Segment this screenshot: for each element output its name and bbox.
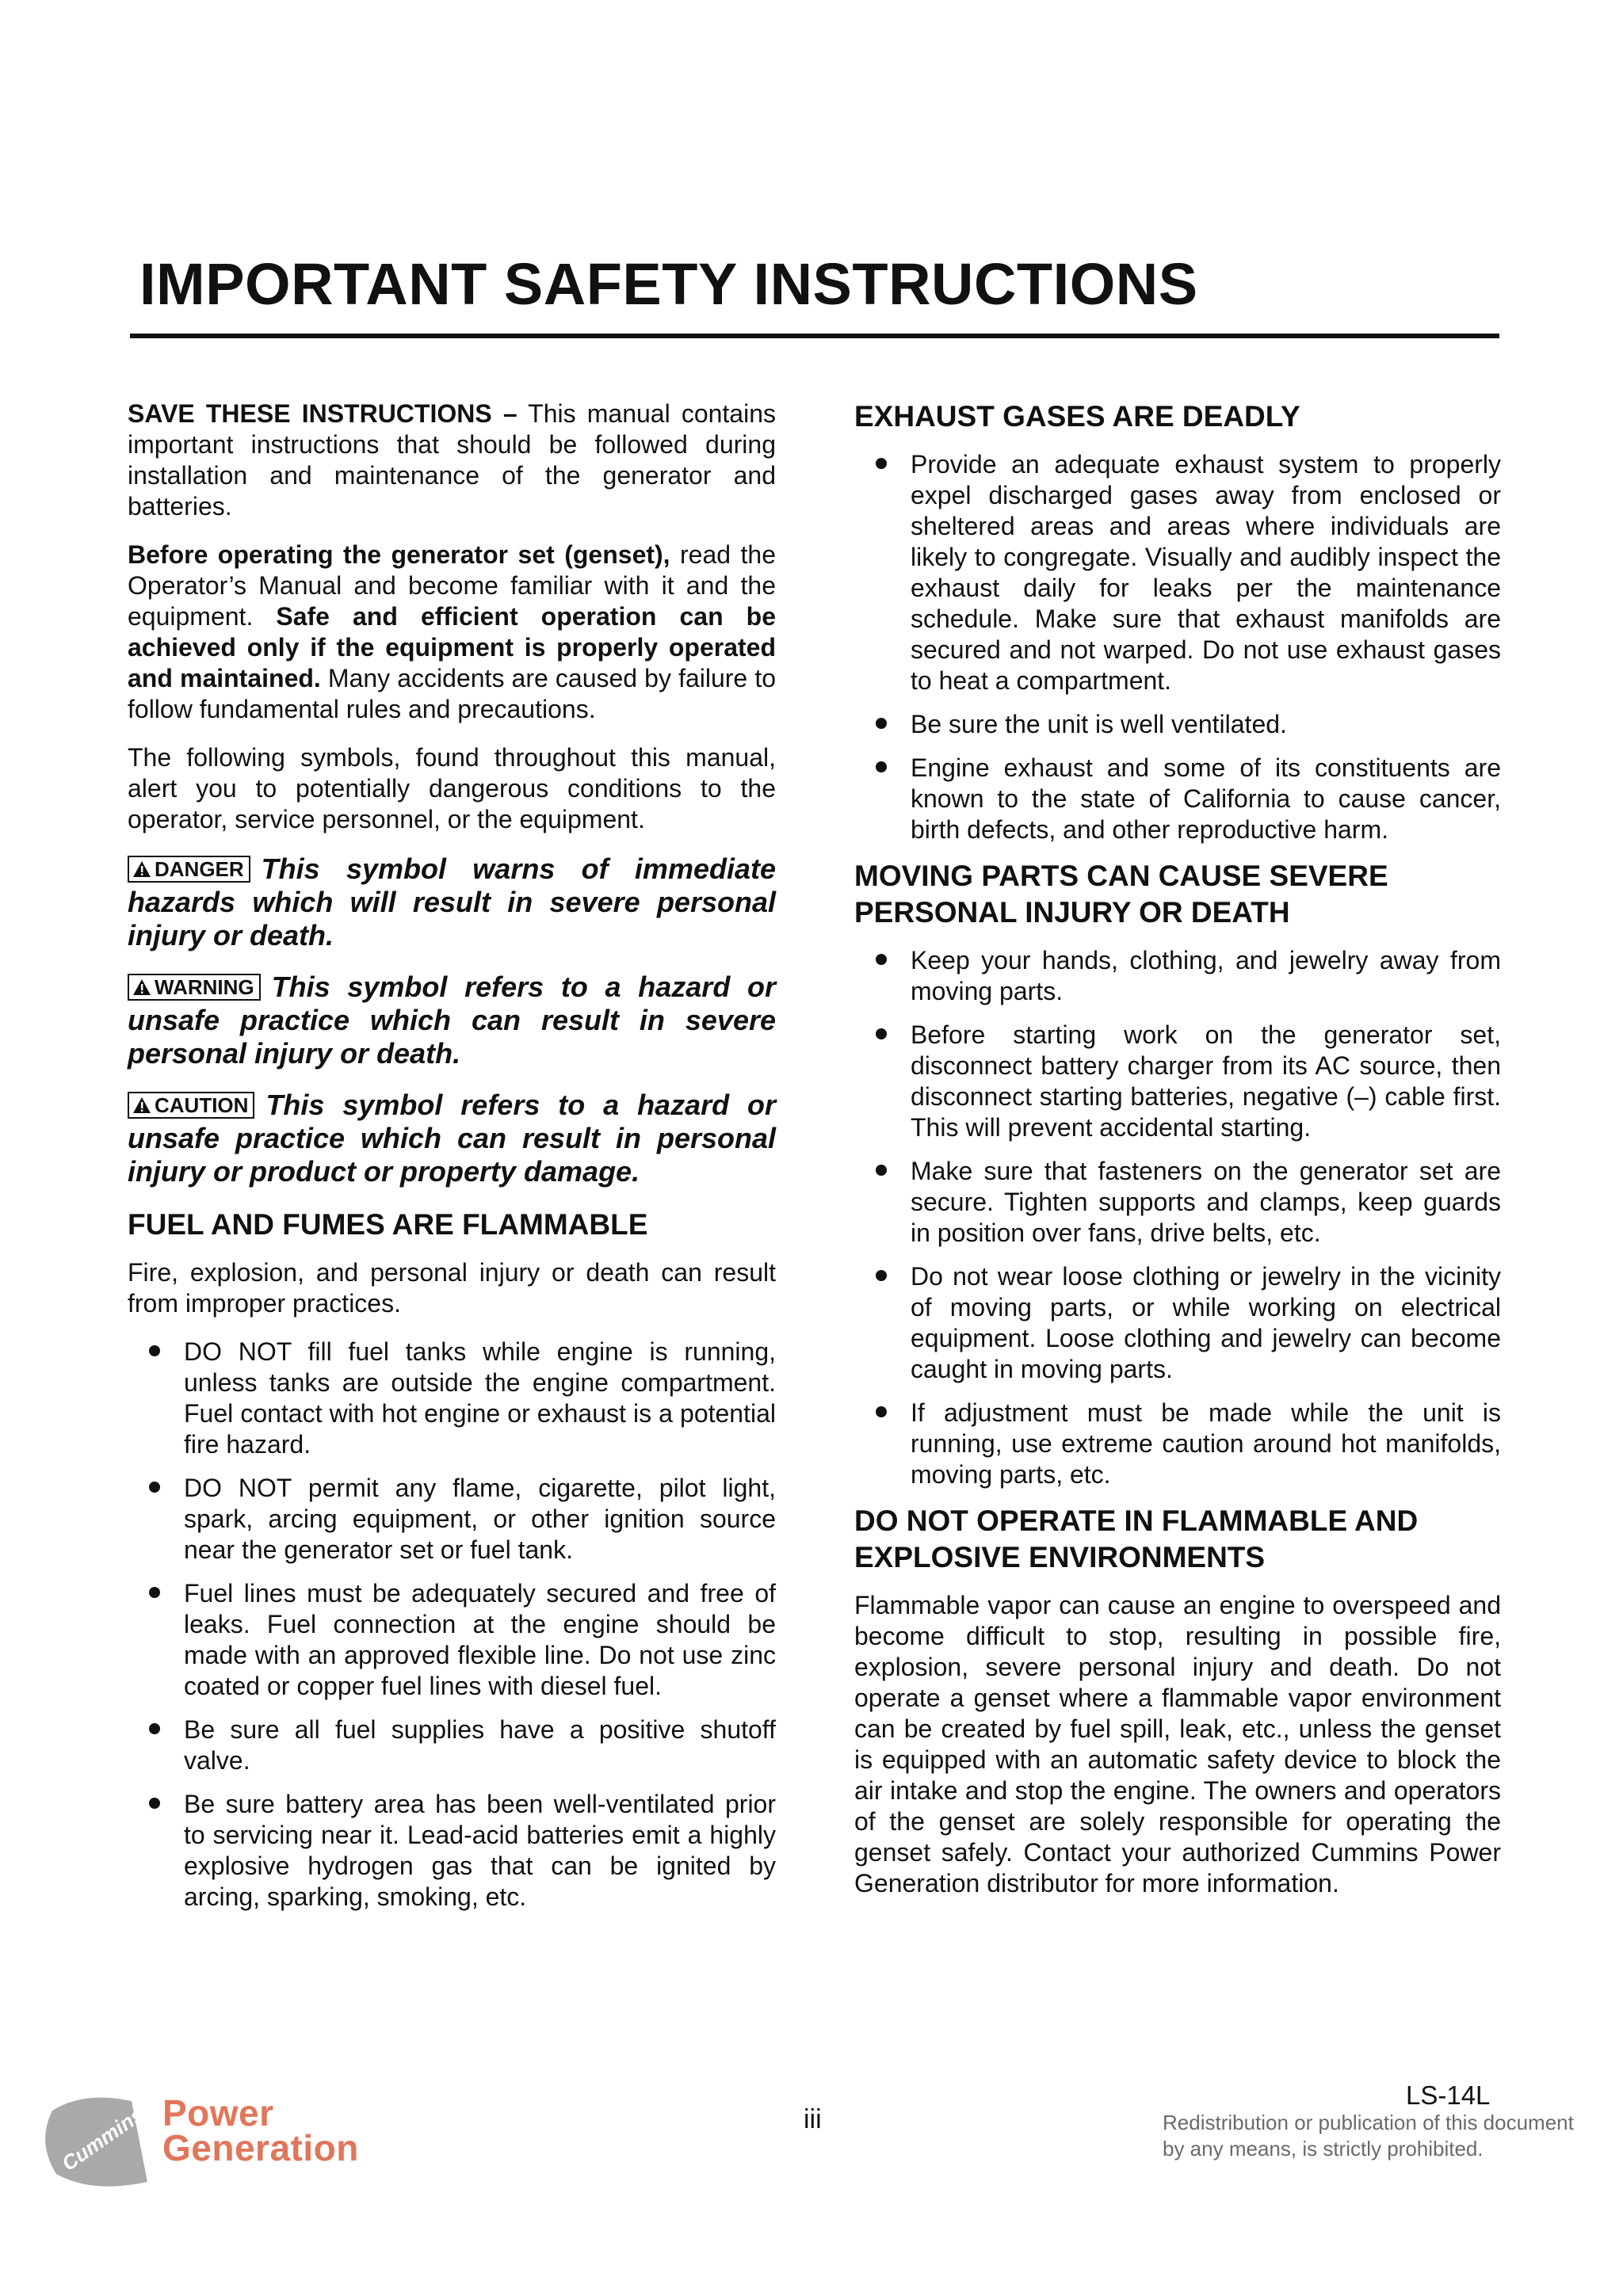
list-item [854,709,1501,740]
caution-label [128,1092,254,1119]
list-item [854,1261,1501,1385]
bullet-icon [876,1270,887,1281]
danger-symbol-block [128,852,776,952]
warning-triangle-icon [132,978,151,996]
list-item-text: Be sure all fuel supplies have a positive shutoff valve. [184,1715,776,1775]
flammable-env-heading: DO NOT OPERATE IN FLAMMABLE AND EXPLOSIVE ENVIRONMENTS [854,1505,1419,1573]
warning-triangle-icon [132,1097,151,1114]
before-text-2: Many accidents are caused by failure to follow fundamental rules and precautions. [128,664,777,723]
bullet-icon [149,1587,160,1598]
bullet-icon [876,1406,887,1417]
warning-label [128,974,261,1001]
list-item [854,945,1501,1007]
list-item-text: Keep your hands, clothing, and jewelry away from moving parts. [911,946,1501,1005]
list-item [128,1337,776,1460]
danger-text: This symbol warns of immediate hazards which will result in severe personal injury or death. [128,852,776,952]
danger-label [128,856,250,883]
logo-wordmark [162,2092,359,2168]
exhaust-heading: EXHAUST GASES ARE DEADLY [854,400,1300,433]
bullet-icon [876,458,887,469]
warning-symbol-block [128,971,776,1070]
bullet-icon [149,1798,160,1809]
bullet-icon [149,1723,160,1734]
page-title: IMPORTANT SAFETY INSTRUCTIONS [139,251,1198,317]
notice-line-2: by any means, is strictly prohibited. [1163,2137,1484,2161]
list-item [854,449,1501,696]
bullet-icon [876,1165,887,1176]
logo-brand-text: Cummins [57,2102,148,2176]
warning-text: This symbol refers to a hazard or unsafe practice which can result in severe personal injury or death. [128,971,776,1070]
list-item [128,1578,776,1702]
intro-lead: SAVE THESE INSTRUCTIONS – [128,399,517,428]
title-rule [130,334,1499,338]
bullet-icon [876,1028,887,1039]
caution-label-text: CAUTION [155,1093,249,1117]
list-item-text: Do not wear loose clothing or jewelry in the vicinity of moving parts, or while working on electrical equipment. Loose clothing and jewelry can become caught in moving parts. [911,1262,1501,1383]
list-item-text: Fuel lines must be adequately secured and free of leaks. Fuel connection at the engine should be made with an approved flexible line. Do not use zinc coated or copper fuel lines with diesel fuel. [184,1579,776,1700]
fuel-bullet-list [128,1337,776,1913]
list-item [854,1020,1501,1143]
list-item [128,1714,776,1776]
bullet-icon [876,761,887,772]
list-item [854,1398,1501,1490]
logo-line-2: Generation [162,2127,359,2168]
list-item [854,1156,1501,1249]
page-number: iii [804,2104,822,2134]
warning-triangle-icon [132,860,151,878]
danger-label-text: DANGER [155,857,244,881]
before-bold-1: Before operating the generator set (genset), [128,540,670,569]
before-text-1: read the Operator’s Manual and become familiar with it and the equipment. [128,540,777,631]
list-item-text: If adjustment must be made while the unit is running, use extreme caution around hot manifolds, moving parts, etc. [911,1398,1501,1489]
moving-parts-heading: MOVING PARTS CAN CAUSE SEVERE PERSONAL INJURY OR DEATH [854,860,1388,929]
intro-paragraph [128,399,776,522]
caution-symbol-block [128,1089,776,1188]
list-item-text: DO NOT permit any flame, cigarette, pilot light, spark, arcing equipment, or other ignition source near the generator set or fuel tank. [184,1474,776,1564]
left-column [128,399,776,1925]
bullet-icon [876,718,887,729]
list-item-text: DO NOT fill fuel tanks while engine is running, unless tanks are outside the engine compartment. Fuel contact with hot engine or exhaust is a potential fire hazard. [184,1337,776,1459]
fuel-heading: FUEL AND FUMES ARE FLAMMABLE [128,1208,648,1241]
bullet-icon [876,954,887,965]
list-item [854,753,1501,845]
exhaust-bullet-list [854,449,1501,845]
logo-line-1: Power [162,2092,274,2134]
bullet-icon [149,1482,160,1493]
list-item-text: Engine exhaust and some of its constituents are known to the state of California to cause cancer, birth defects, and other reproductive harm. [911,753,1501,844]
symbols-intro: The following symbols, found throughout this manual, alert you to potentially dangerous conditions to the operator, service personnel, or the equipment. [128,743,776,833]
list-item-text: Before starting work on the generator set, disconnect battery charger from its AC source, then disconnect starting batteries, negative (–) cable first. This will prevent accidental starting. [911,1020,1501,1142]
before-bold-2: Safe and efficient operation can be achieved only if the equipment is properly operated and maintained. [128,602,777,692]
caution-text: This symbol refers to a hazard or unsafe practice which can result in personal injury or product or property damage. [128,1089,776,1188]
intro-text: This manual contains important instructions that should be followed during installation and maintenance of the generator and batteries. [128,399,777,521]
list-item-text: Make sure that fasteners on the generator set are secure. Tighten supports and clamps, keep guards in position over fans, drive belts, etc. [911,1157,1501,1247]
document-code: LS-14L [1406,2081,1491,2110]
fuel-intro: Fire, explosion, and personal injury or death can result from improper practices. [128,1258,776,1318]
list-item-text: Be sure battery area has been well-ventilated prior to servicing near it. Lead-acid batteries emit a highly explosive hydrogen gas that can be ignited by arcing, sparking, smoking, etc. [184,1790,776,1911]
warning-label-text: WARNING [155,975,254,999]
list-item [128,1789,776,1913]
list-item-text: Provide an adequate exhaust system to properly expel discharged gases away from enclosed or sheltered areas and areas where individuals are likely to congregate. Visually and audibly inspect the exhaust daily for leaks per the maintenance schedule. Make sure that exhaust manifolds are secured and not warped. Do not use exhaust gases to heat a compartment. [911,450,1501,695]
list-item-text: Be sure the unit is well ventilated. [911,710,1287,738]
redistribution-notice [1163,2110,1574,2162]
notice-line-1: Redistribution or publication of this document [1163,2111,1574,2134]
list-item [128,1473,776,1566]
bullet-icon [149,1345,160,1356]
right-column [854,399,1501,1917]
flammable-env-text: Flammable vapor can cause an engine to overspeed and become difficult to stop, resulting in possible fire, explosion, severe personal injury and death. Do not operate a genset where a flammable vapor environment can be created by fuel spill, leak, etc., unless the genset is equipped with an automatic safety device to block the air intake and stop the engine. The owners and operators of the genset are solely responsible for operating the genset safely. Contact your authorized Cummins Power Generation distributor for more information. [854,1591,1501,1897]
before-operating-paragraph [128,540,776,725]
moving-parts-bullet-list [854,945,1501,1490]
